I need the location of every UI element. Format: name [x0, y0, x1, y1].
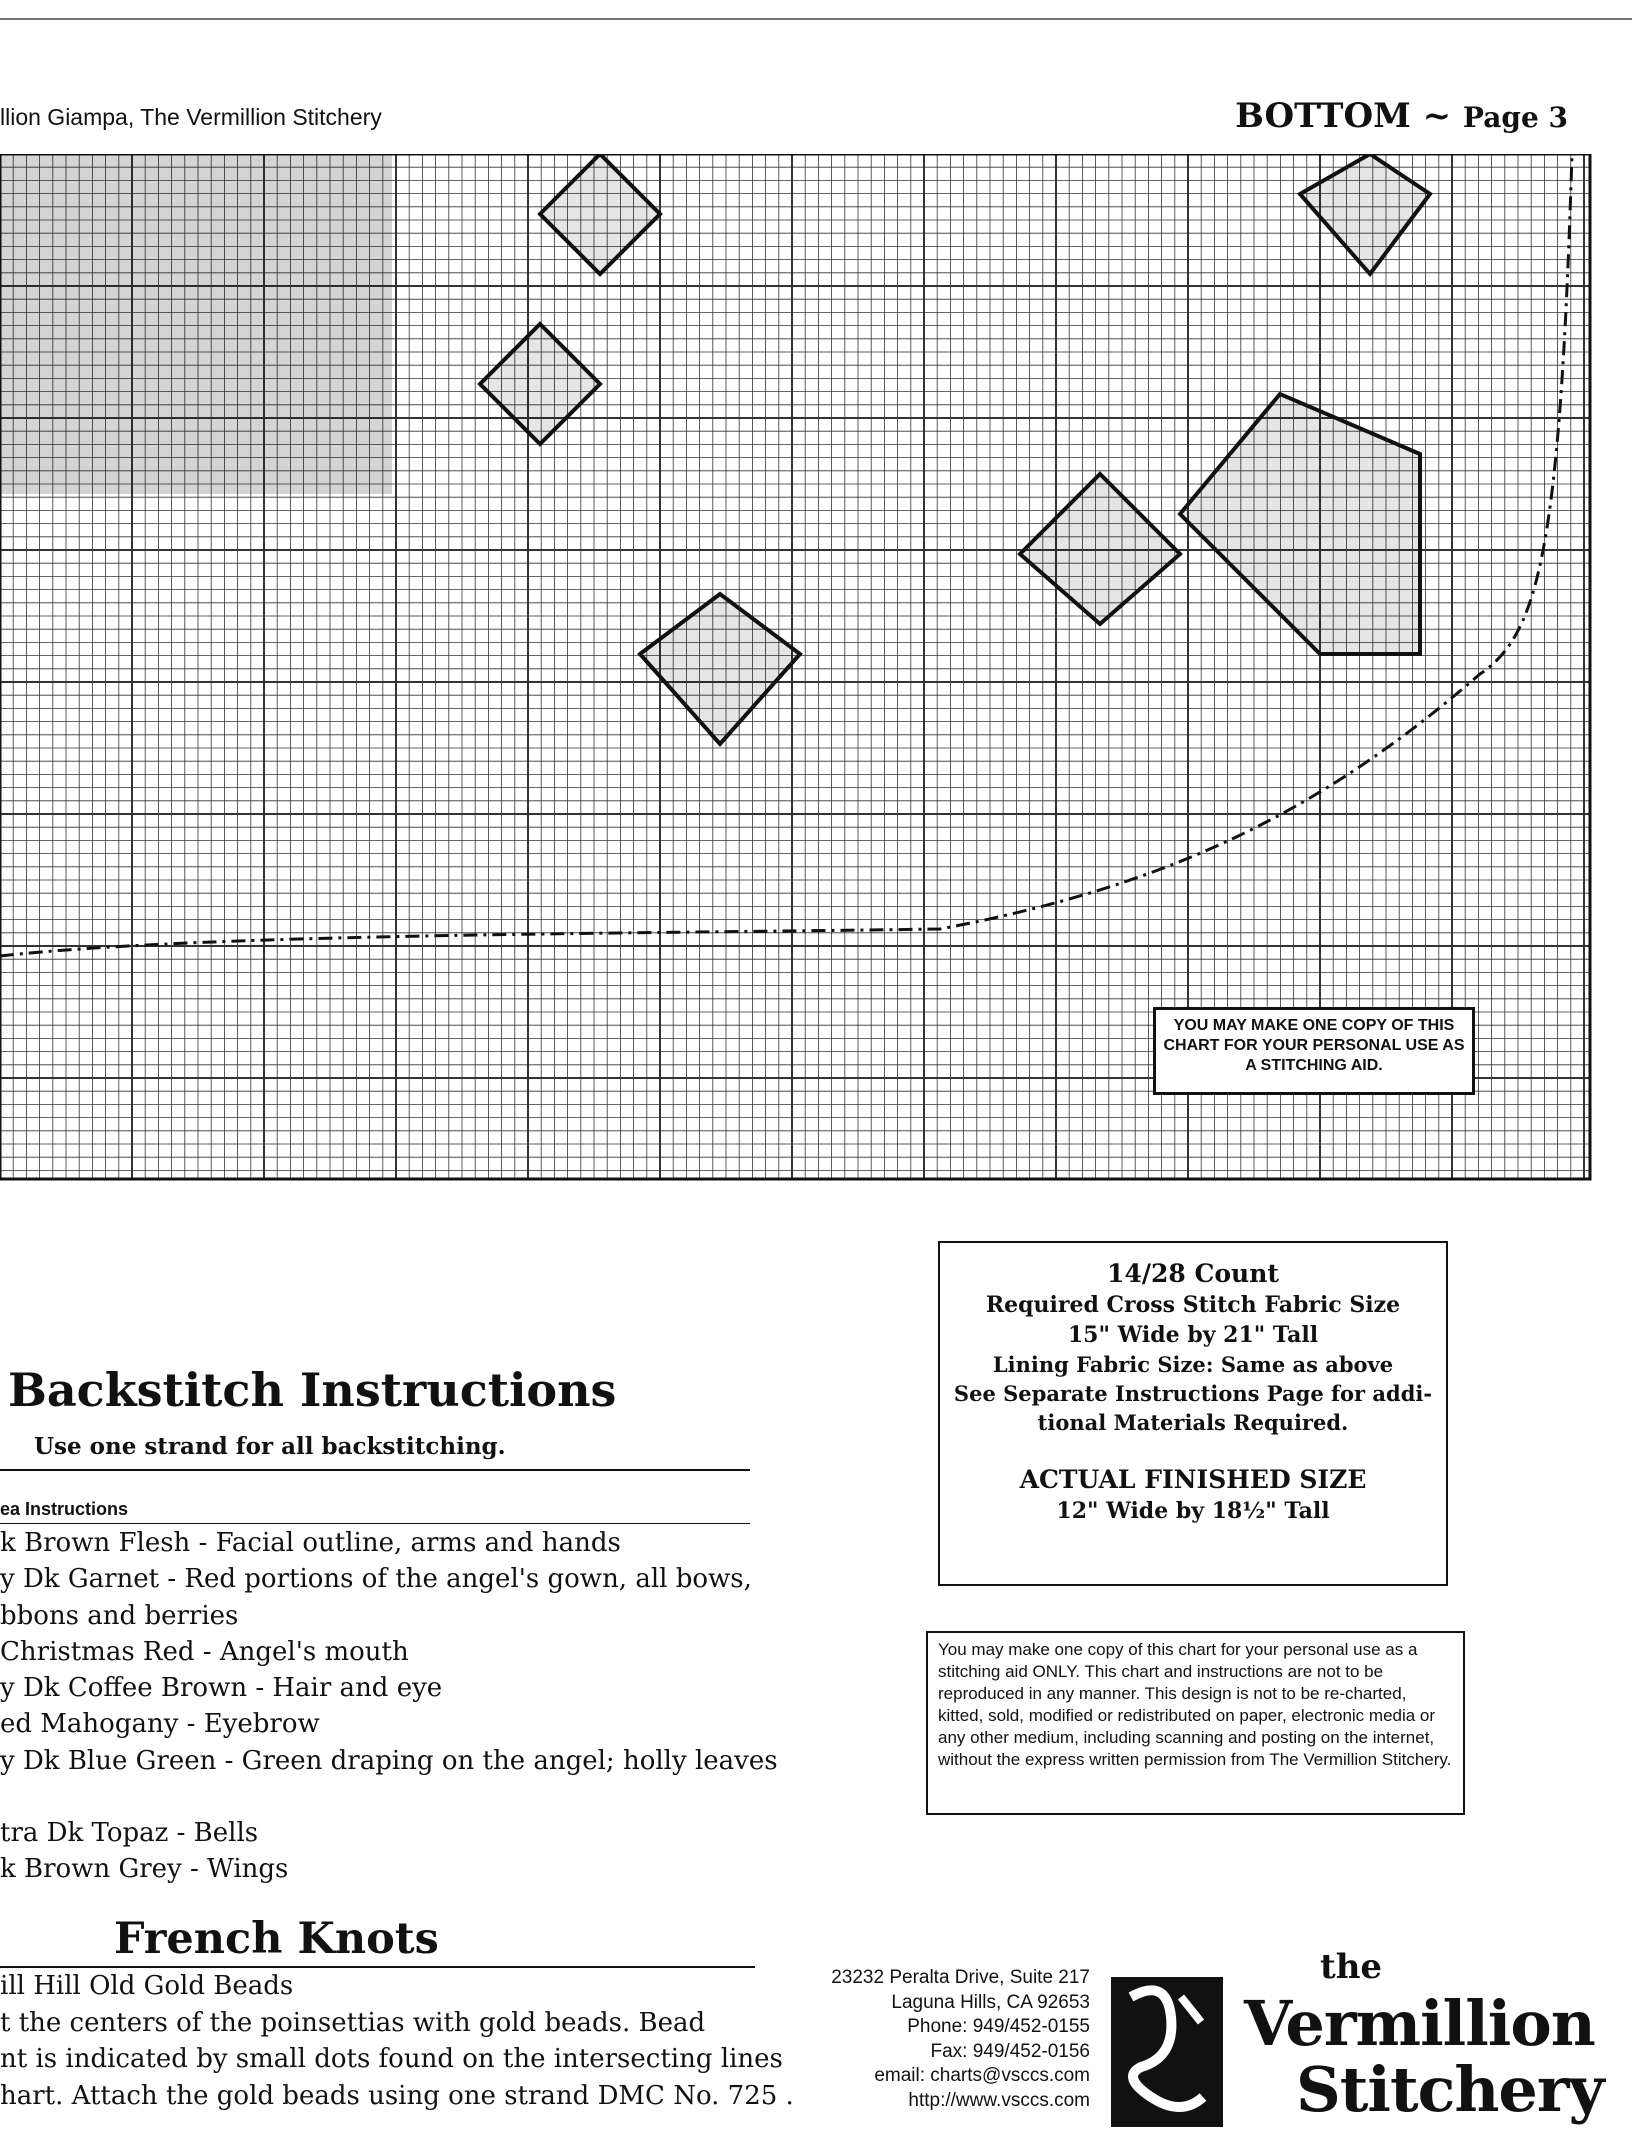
logo-stitchery: Stitchery: [1296, 2053, 1604, 2126]
fabric-size-value: 15" Wide by 21" Tall: [1067, 1322, 1319, 1348]
list-item: hart. Attach the gold beads using one strand DMC No. 725 .: [0, 2080, 794, 2111]
legal-notice: [926, 1631, 1465, 1815]
address-city: Laguna Hills, CA 92653: [891, 1991, 1090, 2013]
french-knots-title: French Knots: [114, 1914, 439, 1964]
list-item: k Brown Grey - Wings: [0, 1854, 289, 1885]
copyright-line: llion Giampa, The Vermillion Stitchery: [0, 104, 382, 130]
legal-notice-text: You may make one copy of this chart for your personal use as a stitching aid ONLY. This chart and instructions are not to be reproduced in any manner. This design is not to be re-charted, kitted, sold, modified or redistributed on paper, electronic media or any other medium, including scanning and posting on the internet, without the express written permission from The Vermillion Stitchery.: [938, 1640, 1452, 1769]
chart-copy-notice-text: YOU MAY MAKE ONE COPY OF THIS CHART FOR YOUR PERSONAL USE AS A STITCHING AID.: [1163, 1017, 1465, 1074]
fabric-size-box: [938, 1241, 1448, 1586]
page-reference: [1235, 96, 1568, 136]
backstitch-rule: [0, 1469, 750, 1471]
logo-the: the: [1320, 1947, 1383, 1987]
list-item: ed Mahogany - Eyebrow: [0, 1709, 320, 1740]
list-item: y Dk Coffee Brown - Hair and eye: [0, 1673, 443, 1704]
list-item: t the centers of the poinsettias with gold beads. Bead: [0, 2007, 706, 2038]
see-separate-line1: See Separate Instructions Page for addi-: [953, 1381, 1433, 1406]
backstitch-title: Backstitch Instructions: [8, 1363, 617, 1417]
list-item: k Brown Flesh - Facial outline, arms and hands: [0, 1528, 621, 1558]
list-item: nt is indicated by small dots found on the intersecting lines: [0, 2044, 783, 2074]
address-phone: Phone: 949/452-0155: [907, 2016, 1090, 2037]
list-item: bbons and berries: [0, 1600, 239, 1631]
list-item: ill Hill Old Gold Beads: [0, 1971, 294, 2001]
backstitch-subtitle: Use one strand for all backstitching.: [34, 1433, 506, 1460]
list-item: tra Dk Topaz - Bells: [0, 1818, 259, 1849]
logo-mark-icon: [1111, 1977, 1223, 2127]
contact-address: [760, 1966, 1090, 2113]
area-rule: [0, 1523, 750, 1524]
fabric-size-label: Required Cross Stitch Fabric Size: [985, 1292, 1401, 1318]
finished-size-value: 12" Wide by 18½" Tall: [1056, 1498, 1330, 1524]
address-web: http://www.vsccs.com: [908, 2089, 1090, 2111]
top-rule: [0, 18, 1632, 20]
section-label: BOTTOM: [1235, 96, 1411, 136]
logo-vermillion: Vermillion: [1244, 1987, 1595, 2060]
list-item: Christmas Red - Angel's mouth: [0, 1636, 409, 1667]
address-street: 23232 Peralta Drive, Suite 217: [831, 1967, 1090, 1988]
lining-size: Lining Fabric Size: Same as above: [992, 1352, 1394, 1377]
page-separator: ~: [1422, 96, 1452, 136]
fabric-count: 14/28 Count: [1107, 1259, 1279, 1288]
page-number: Page 3: [1462, 101, 1568, 134]
list-item: y Dk Garnet - Red portions of the angel's gown, all bows,: [0, 1564, 752, 1595]
area-instructions-header: ea Instructions: [0, 1499, 129, 1519]
finished-size-label: ACTUAL FINISHED SIZE: [1019, 1465, 1367, 1494]
address-fax: Fax: 949/452-0156: [930, 2040, 1090, 2062]
chart-copy-notice: [1153, 1007, 1475, 1095]
address-email: email: charts@vsccs.com: [874, 2065, 1090, 2086]
see-separate-line2: tional Materials Required.: [1037, 1410, 1349, 1435]
backstitch-list: [0, 1525, 778, 1888]
list-item: y Dk Blue Green - Green draping on the angel; holly leaves: [0, 1745, 778, 1776]
vermillion-logo: [1111, 1947, 1604, 2137]
french-knots-list: [0, 1968, 794, 2114]
